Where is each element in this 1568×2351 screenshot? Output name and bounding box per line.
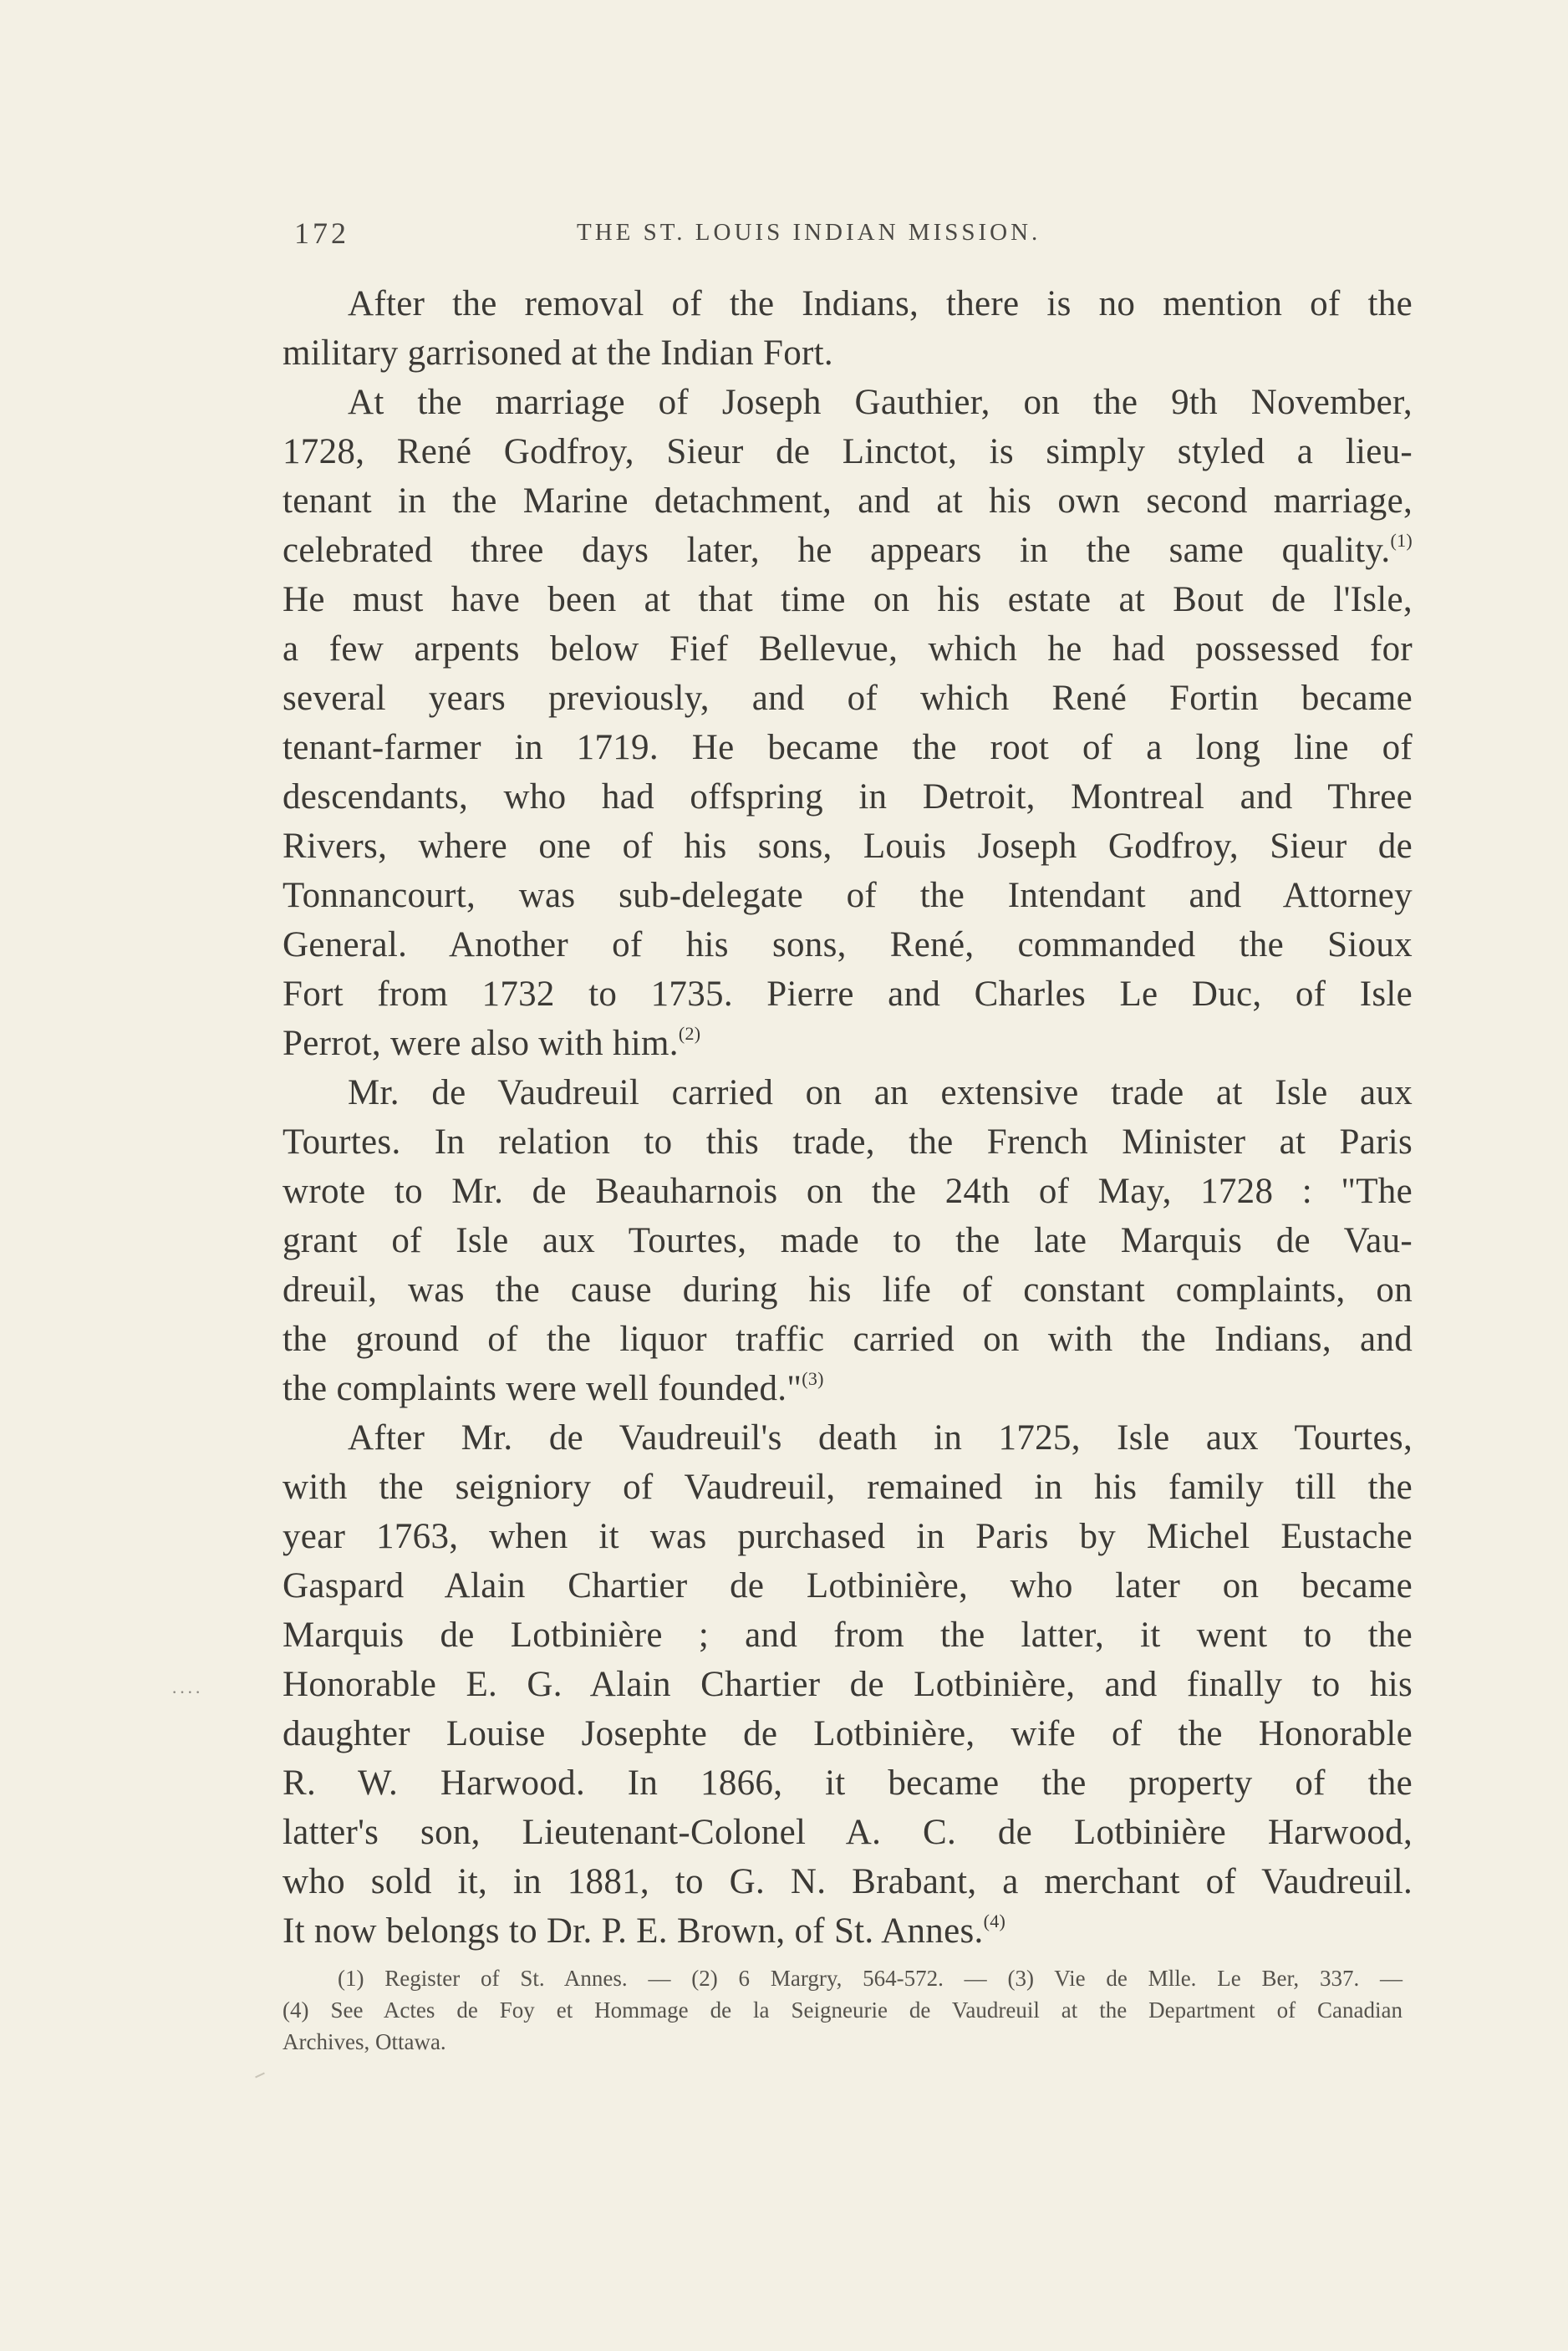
text-line: with the seigniory of Vaudreuil, remained in his family till the bbox=[283, 1468, 1413, 1507]
text-line: latter's son, Lieutenant-Colonel A. C. de Lotbinière Harwood, bbox=[283, 1813, 1413, 1852]
text-line: Mr. de Vaudreuil carried on an extensive trade at Isle aux bbox=[348, 1073, 1413, 1112]
text-line: Gaspard Alain Chartier de Lotbinière, who later on became bbox=[283, 1566, 1413, 1605]
text-line: several years previously, and of which René Fortin became bbox=[283, 679, 1413, 718]
text-line: the ground of the liquor traffic carried on with the Indians, and bbox=[283, 1320, 1413, 1359]
text-line: Perrot, were also with him.$^{(2)}$ bbox=[283, 1023, 701, 1063]
running-title: THE ST. LOUIS INDIAN MISSION. bbox=[577, 219, 1041, 246]
footnote-line: (4) See Actes de Foy et Hommage de la Seigneurie de Vaudreuil at the Department of Canadian bbox=[283, 1997, 1403, 2023]
text-line: R. W. Harwood. In 1866, it became the property of the bbox=[283, 1763, 1413, 1803]
paper-speck bbox=[255, 2073, 265, 2079]
text-line: dreuil, was the cause during his life of constant complaints, on bbox=[283, 1270, 1413, 1310]
text-line: After Mr. de Vaudreuil's death in 1725, Isle aux Tourtes, bbox=[348, 1418, 1413, 1458]
text-line: 1728, René Godfroy, Sieur de Linctot, is simply styled a lieu- bbox=[283, 432, 1413, 471]
text-line: Tourtes. In relation to this trade, the French Minister at Paris bbox=[283, 1122, 1413, 1162]
footnote-line: Archives, Ottawa. bbox=[283, 2029, 446, 2054]
text-line: who sold it, in 1881, to G. N. Brabant, a merchant of Vaudreuil. bbox=[283, 1862, 1413, 1901]
page-number: 172 bbox=[294, 216, 349, 250]
footnote-marker: (4) bbox=[983, 1911, 1006, 1931]
text-line: descendants, who had offspring in Detroit, Montreal and Three bbox=[283, 777, 1413, 817]
text-line: the complaints were well founded."$^{(3)}$ bbox=[283, 1368, 824, 1408]
text-line: At the marriage of Joseph Gauthier, on the 9th November, bbox=[348, 383, 1413, 422]
footnote-marker: (3) bbox=[802, 1368, 824, 1389]
page-header bbox=[294, 216, 1414, 257]
footnotes bbox=[283, 1962, 1403, 2058]
text-line: Fort from 1732 to 1735. Pierre and Charles Le Duc, of Isle bbox=[283, 974, 1413, 1014]
text-line: Marquis de Lotbinière ; and from the latter, it went to the bbox=[283, 1616, 1413, 1655]
text-line: year 1763, when it was purchased in Paris by Michel Eustache bbox=[283, 1517, 1413, 1556]
footnote-line: (1) Register of St. Annes. — (2) 6 Margry, 564-572. — (3) Vie de Mlle. Le Ber, 337. — bbox=[338, 1966, 1403, 1991]
text-line: military garrisoned at the Indian Fort. bbox=[283, 333, 833, 373]
text-line: After the removal of the Indians, there is no mention of the bbox=[348, 284, 1413, 323]
text-line: Honorable E. G. Alain Chartier de Lotbinière, and finally to his bbox=[283, 1665, 1413, 1704]
text-line: tenant in the Marine detachment, and at his own second marriage, bbox=[283, 481, 1413, 521]
text-line: wrote to Mr. de Beauharnois on the 24th of May, 1728 : "The bbox=[283, 1172, 1413, 1211]
text-line: It now belongs to Dr. P. E. Brown, of St. Annes.$^{(4)}$ bbox=[283, 1911, 1006, 1951]
text-line: celebrated three days later, he appears in the same quality.$^{(1)}$ bbox=[283, 530, 1413, 570]
text-line: daughter Louise Josephte de Lotbinière, wife of the Honorable bbox=[283, 1714, 1413, 1753]
text-line: a few arpents below Fief Bellevue, which he had possessed for bbox=[283, 629, 1413, 669]
text-line: He must have been at that time on his estate at Bout de l'Isle, bbox=[283, 580, 1413, 619]
text-line: grant of Isle aux Tourtes, made to the late Marquis de Vau- bbox=[283, 1221, 1413, 1260]
footnote-marker: (2) bbox=[678, 1023, 701, 1044]
text-line: tenant-farmer in 1719. He became the root of a long line of bbox=[283, 728, 1413, 767]
text-line: General. Another of his sons, René, commanded the Sioux bbox=[283, 925, 1413, 964]
text-line: Tonnancourt, was sub-delegate of the Intendant and Attorney bbox=[283, 876, 1413, 915]
footnote-marker: (1) bbox=[1390, 530, 1413, 551]
margin-mark: ···· bbox=[171, 1682, 203, 1702]
text-line: Rivers, where one of his sons, Louis Joseph Godfroy, Sieur de bbox=[283, 827, 1413, 866]
body-text bbox=[283, 279, 1413, 1956]
